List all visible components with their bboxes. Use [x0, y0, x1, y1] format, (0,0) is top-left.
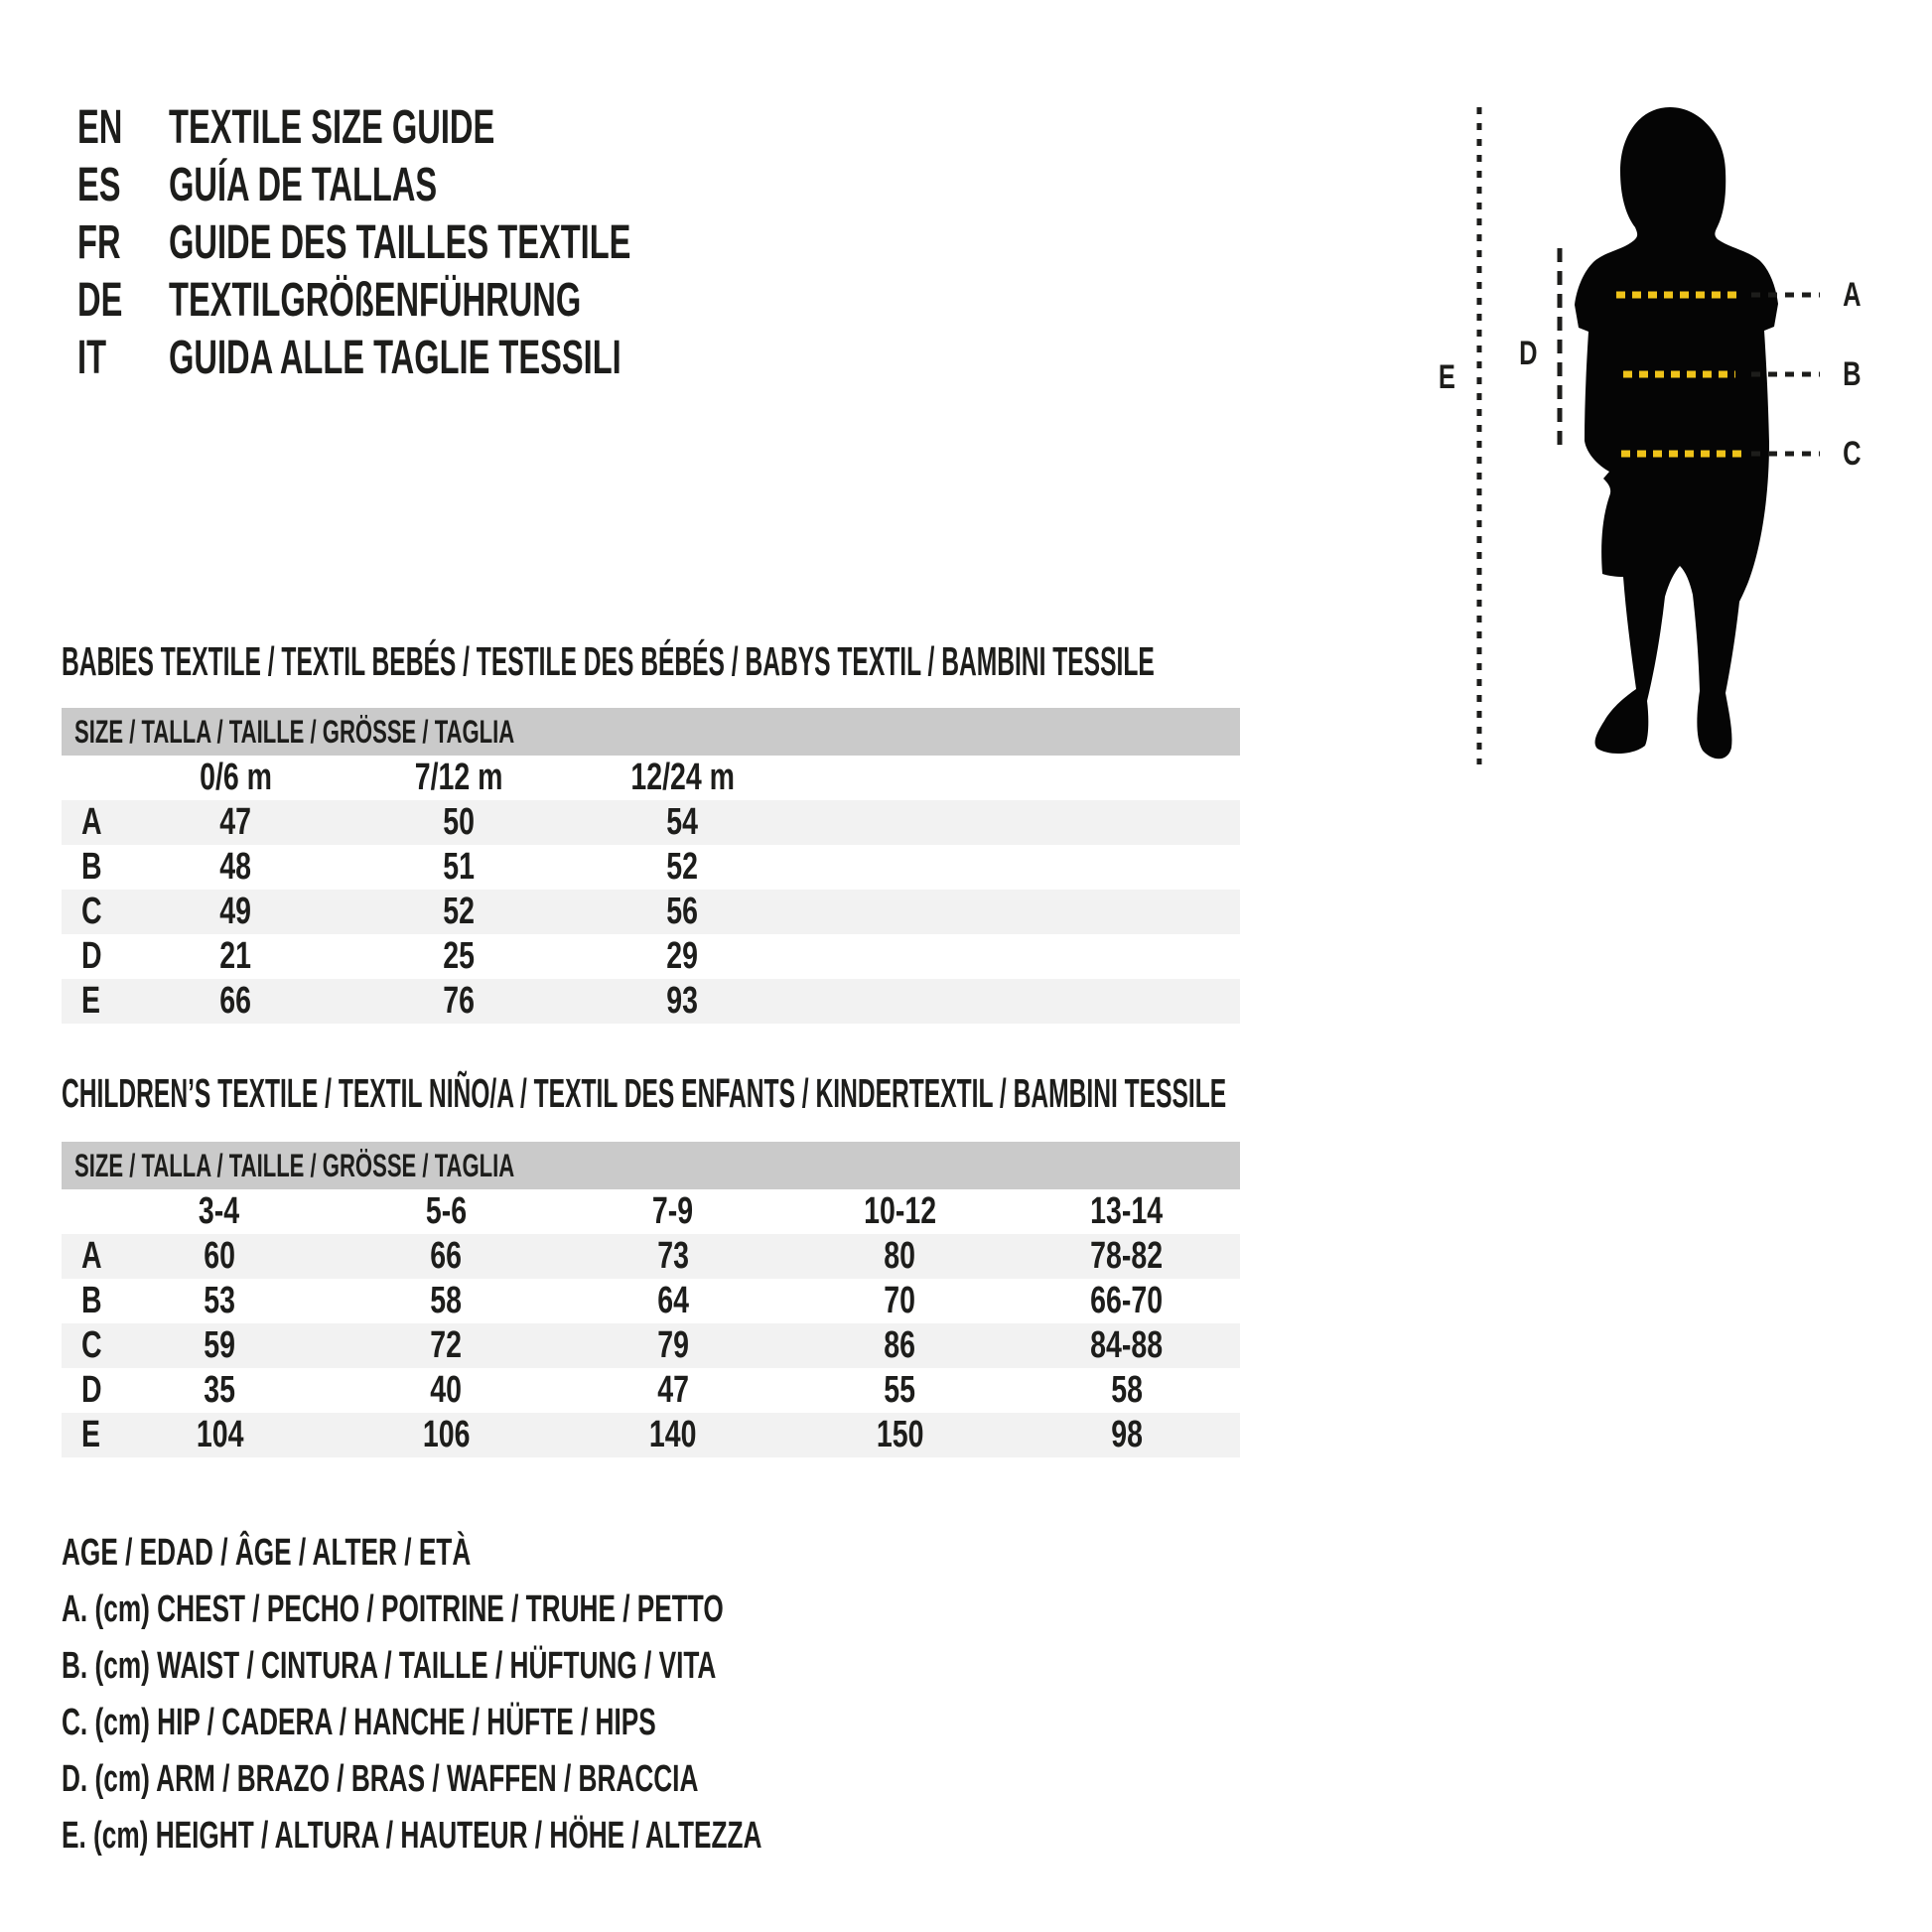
cell: 54: [666, 801, 699, 843]
table-row: [62, 800, 1240, 845]
babies-col-0-6m: 0/6 m: [200, 757, 272, 798]
cell: 66-70: [1090, 1280, 1164, 1321]
lang-row-it: [77, 330, 849, 387]
language-title-block: [77, 99, 849, 387]
cell: 47: [219, 801, 252, 843]
cell: 49: [219, 891, 252, 932]
table-row: [62, 1234, 1240, 1279]
figure-label-waist-b: B: [1843, 355, 1862, 393]
lang-title-en: TEXTILE SIZE GUIDE: [169, 101, 495, 154]
cell: 73: [657, 1235, 689, 1277]
measurement-legend: [62, 1525, 1076, 1864]
cell: 66: [219, 980, 252, 1022]
row-label: C: [81, 1324, 102, 1366]
table-row: [62, 1279, 1240, 1323]
children-col-5-6: 5-6: [425, 1190, 467, 1232]
row-label: E: [81, 980, 101, 1022]
cell: 47: [657, 1369, 689, 1411]
cell: 55: [884, 1369, 916, 1411]
row-label: D: [81, 1369, 102, 1411]
cell: 25: [443, 935, 476, 977]
table-row: [62, 1413, 1240, 1457]
legend-age-line: AGE / EDAD / ÂGE / ALTER / ETÀ: [62, 1532, 472, 1574]
lang-title-fr: GUIDE DES TAILLES TEXTILE: [169, 216, 631, 269]
figure-label-hip-c: C: [1843, 435, 1862, 473]
cell: 59: [204, 1324, 236, 1366]
cell: 29: [666, 935, 699, 977]
cell: 58: [430, 1280, 463, 1321]
cell: 48: [219, 846, 252, 888]
babies-col-12-24m: 12/24 m: [630, 757, 735, 798]
children-col-3-4: 3-4: [199, 1190, 240, 1232]
row-label: E: [81, 1414, 101, 1455]
children-column-header-row: [62, 1189, 1240, 1234]
table-row: [62, 979, 1240, 1024]
cell: 86: [884, 1324, 916, 1366]
figure-label-arm-d: D: [1519, 335, 1538, 372]
row-label: C: [81, 891, 102, 932]
cell: 104: [196, 1414, 243, 1455]
lang-code-fr: FR: [77, 216, 121, 269]
row-label: D: [81, 935, 102, 977]
babies-section-heading: BABIES TEXTILE / TEXTIL BEBÉS / TESTILE DES BÉBÉS / BABYS TEXTIL / BAMBINI TESSILE: [62, 638, 1155, 684]
lang-row-fr: [77, 214, 849, 272]
cell: 106: [422, 1414, 471, 1455]
figure-label-height-e: E: [1438, 358, 1455, 396]
children-section-heading: CHILDREN’S TEXTILE / TEXTIL NIÑO/A / TEXTIL DES ENFANTS / KINDERTEXTIL / BAMBINI TESSILE: [62, 1070, 1227, 1116]
lang-title-de: TEXTILGRÖßENFÜHRUNG: [169, 274, 582, 327]
cell: 52: [666, 846, 699, 888]
table-row: [62, 934, 1240, 979]
lang-row-de: [77, 272, 849, 330]
children-size-table: [62, 1142, 1240, 1457]
lang-code-it: IT: [77, 332, 107, 384]
babies-column-header-row: [62, 756, 1240, 800]
table-row: [62, 890, 1240, 934]
cell: 98: [1110, 1414, 1143, 1455]
babies-col-7-12m: 7/12 m: [415, 757, 503, 798]
table-row: [62, 845, 1240, 890]
cell: 56: [666, 891, 699, 932]
cell: 58: [1110, 1369, 1143, 1411]
cell: 79: [657, 1324, 689, 1366]
cell: 66: [430, 1235, 463, 1277]
row-label: A: [81, 801, 102, 843]
row-label: A: [81, 1235, 102, 1277]
cell: 35: [204, 1369, 236, 1411]
lang-row-es: [77, 157, 849, 214]
row-label: B: [81, 1280, 102, 1321]
figure-label-chest-a: A: [1843, 276, 1862, 314]
table-row: [62, 1323, 1240, 1368]
legend-chest-line: A. (cm) CHEST / PECHO / POITRINE / TRUHE / PETTO: [62, 1588, 724, 1630]
cell: 40: [430, 1369, 463, 1411]
cell: 140: [649, 1414, 697, 1455]
lang-title-it: GUIDA ALLE TAGLIE TESSILI: [169, 332, 621, 384]
lang-code-en: EN: [77, 101, 123, 154]
cell: 21: [219, 935, 252, 977]
babies-size-header-bar: SIZE / TALLA / TAILLE / GRÖSSE / TAGLIA: [62, 708, 1240, 756]
cell: 50: [443, 801, 476, 843]
legend-height-line: E. (cm) HEIGHT / ALTURA / HAUTEUR / HÖHE / ALTEZZA: [62, 1815, 762, 1857]
lang-code-de: DE: [77, 274, 123, 327]
children-col-7-9: 7-9: [652, 1190, 694, 1232]
cell: 93: [666, 980, 699, 1022]
cell: 60: [204, 1235, 236, 1277]
legend-waist-line: B. (cm) WAIST / CINTURA / TAILLE / HÜFTUNG / VITA: [62, 1645, 717, 1687]
cell: 76: [443, 980, 476, 1022]
lang-row-en: [77, 99, 849, 157]
children-col-13-14: 13-14: [1090, 1190, 1164, 1232]
cell: 70: [884, 1280, 916, 1321]
cell: 52: [443, 891, 476, 932]
children-size-header-bar: SIZE / TALLA / TAILLE / GRÖSSE / TAGLIA: [62, 1142, 1240, 1189]
cell: 53: [204, 1280, 236, 1321]
babies-size-table: [62, 708, 1240, 1024]
cell: 72: [430, 1324, 463, 1366]
lang-title-es: GUÍA DE TALLAS: [169, 159, 438, 211]
legend-arm-line: D. (cm) ARM / BRAZO / BRAS / WAFFEN / BRACCIA: [62, 1758, 699, 1800]
cell: 64: [657, 1280, 689, 1321]
cell: 150: [876, 1414, 924, 1455]
cell: 78-82: [1090, 1235, 1164, 1277]
lang-code-es: ES: [77, 159, 121, 211]
legend-hip-line: C. (cm) HIP / CADERA / HANCHE / HÜFTE / HIPS: [62, 1702, 656, 1743]
cell: 51: [443, 846, 476, 888]
table-row: [62, 1368, 1240, 1413]
children-col-10-12: 10-12: [863, 1190, 936, 1232]
cell: 84-88: [1090, 1324, 1164, 1366]
cell: 80: [884, 1235, 916, 1277]
row-label: B: [81, 846, 102, 888]
